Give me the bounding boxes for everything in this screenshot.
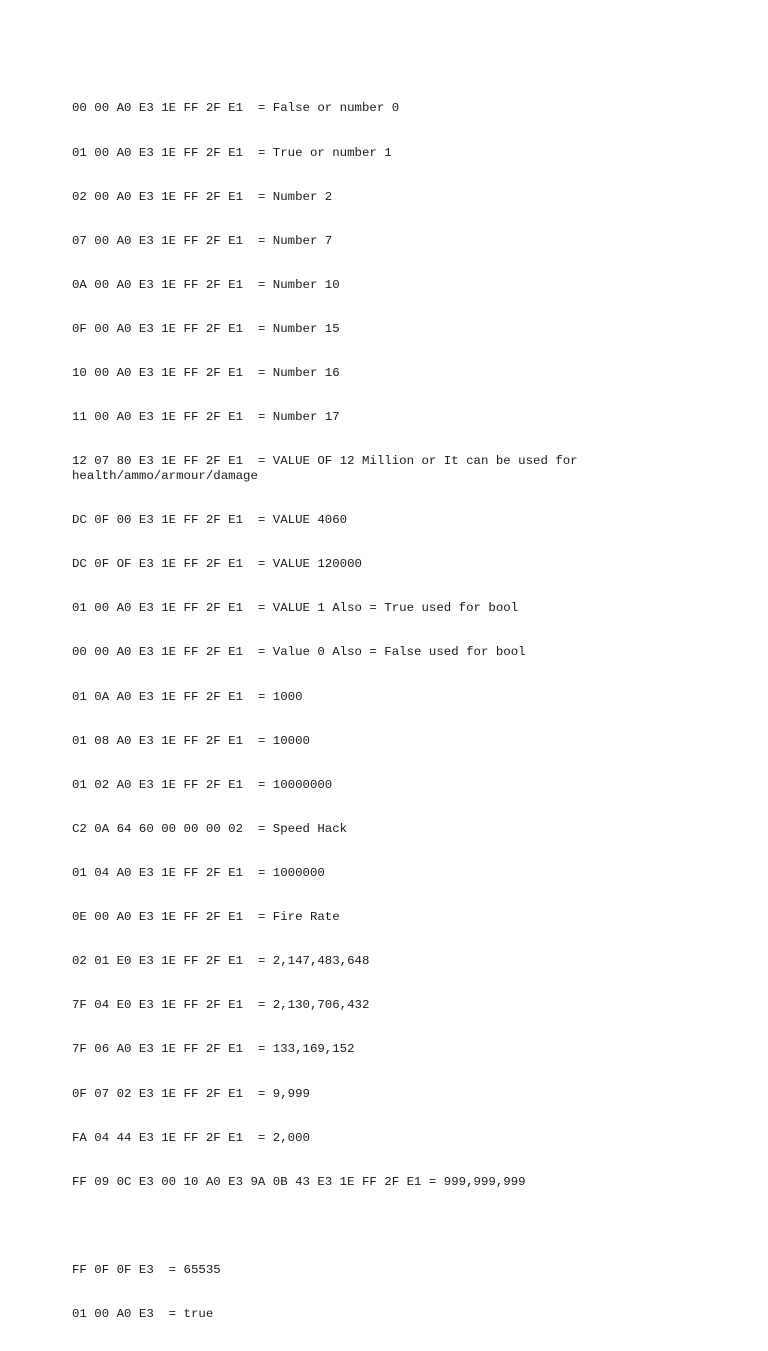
- code-line: 00 00 A0 E3 1E FF 2F E1 = Value 0 Also = False used for bool: [72, 645, 526, 660]
- code-line: 7F 06 A0 E3 1E FF 2F E1 = 133,169,152: [72, 1042, 355, 1057]
- code-line: DC 0F 00 E3 1E FF 2F E1 = VALUE 4060: [72, 513, 348, 528]
- code-line: 01 00 A0 E3 1E FF 2F E1 = VALUE 1 Also = True used for bool: [72, 601, 519, 616]
- code-line: 01 00 A0 E3 1E FF 2F E1 = True or number 1: [72, 145, 392, 160]
- code-line: 01 04 A0 E3 1E FF 2F E1 = 1000000: [72, 865, 325, 880]
- code-line: 01 08 A0 E3 1E FF 2F E1 = 10000: [72, 733, 310, 748]
- code-line: DC 0F OF E3 1E FF 2F E1 = VALUE 120000: [72, 557, 362, 572]
- code-line: 7F 04 E0 E3 1E FF 2F E1 = 2,130,706,432: [72, 998, 370, 1013]
- blank-line: [72, 1219, 692, 1234]
- code-line: 12 07 80 E3 1E FF 2F E1 = VALUE OF 12 Million or It can be used for health/ammo/armour/damage: [72, 454, 586, 483]
- hex-code-list: [72, 72, 692, 1351]
- code-line: 0E 00 A0 E3 1E FF 2F E1 = Fire Rate: [72, 910, 340, 925]
- code-line: 01 0A A0 E3 1E FF 2F E1 = 1000: [72, 689, 303, 704]
- code-line: 02 00 A0 E3 1E FF 2F E1 = Number 2: [72, 189, 333, 204]
- code-line: 00 00 A0 E3 1E FF 2F E1 = False or number 0: [72, 101, 400, 116]
- code-line: 02 01 E0 E3 1E FF 2F E1 = 2,147,483,648: [72, 954, 370, 969]
- code-line: 10 00 A0 E3 1E FF 2F E1 = Number 16: [72, 366, 340, 381]
- code-line: C2 0A 64 60 00 00 00 02 = Speed Hack: [72, 821, 348, 836]
- code-line: 0F 07 02 E3 1E FF 2F E1 = 9,999: [72, 1086, 310, 1101]
- code-line: FA 04 44 E3 1E FF 2F E1 = 2,000: [72, 1130, 310, 1145]
- code-line: 01 00 A0 E3 = true: [72, 1307, 214, 1322]
- code-line: 07 00 A0 E3 1E FF 2F E1 = Number 7: [72, 233, 333, 248]
- code-line: FF 0F 0F E3 = 65535: [72, 1262, 221, 1277]
- code-line: 11 00 A0 E3 1E FF 2F E1 = Number 17: [72, 410, 340, 425]
- code-line: 0F 00 A0 E3 1E FF 2F E1 = Number 15: [72, 321, 340, 336]
- code-line: 0A 00 A0 E3 1E FF 2F E1 = Number 10: [72, 277, 340, 292]
- code-line: FF 09 0C E3 00 10 A0 E3 9A 0B 43 E3 1E FF 2F E1 = 999,999,999: [72, 1174, 526, 1189]
- code-line: 01 02 A0 E3 1E FF 2F E1 = 10000000: [72, 777, 333, 792]
